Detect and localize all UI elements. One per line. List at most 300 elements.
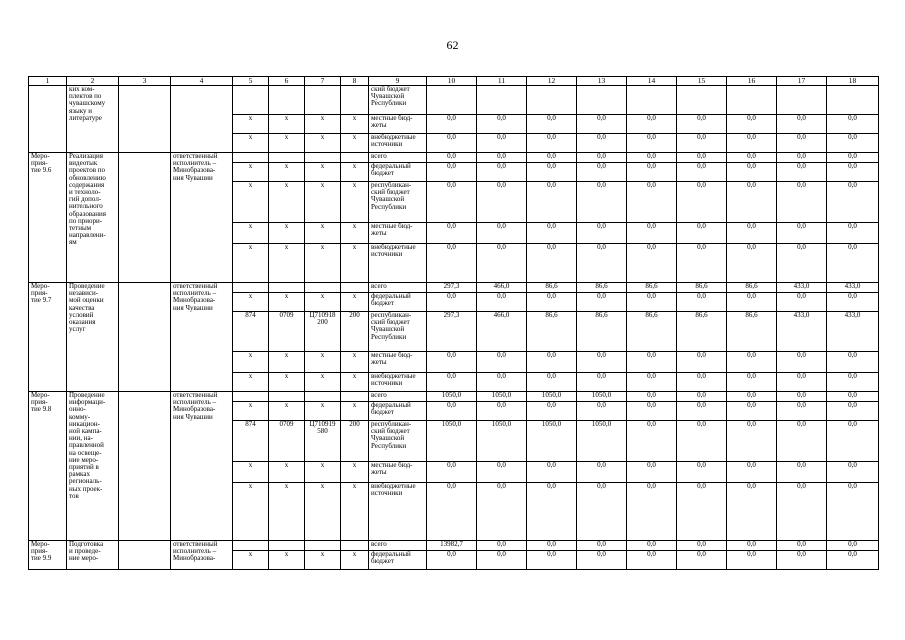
year-amount: 0,0 xyxy=(827,483,879,541)
year-amount: 0,0 xyxy=(477,483,527,541)
year-amount: 86,6 xyxy=(577,283,627,293)
column-number: 6 xyxy=(269,77,305,86)
budget-code: x xyxy=(269,373,305,392)
budget-code xyxy=(269,153,305,163)
funding-source: всего xyxy=(369,541,427,551)
year-amount: 0,0 xyxy=(427,352,477,373)
year-amount: 0,0 xyxy=(427,551,477,570)
budget-code: x xyxy=(233,551,269,570)
year-amount: 0,0 xyxy=(827,402,879,421)
year-amount: 0,0 xyxy=(727,483,777,541)
year-amount: 0,0 xyxy=(777,462,827,483)
year-amount: 1050,0 xyxy=(477,421,527,462)
budget-code: 0709 xyxy=(269,312,305,352)
year-amount: 0,0 xyxy=(427,134,477,153)
year-amount: 0,0 xyxy=(477,373,527,392)
budget-code: x xyxy=(341,223,369,244)
year-amount xyxy=(477,86,527,115)
year-amount: 0,0 xyxy=(827,373,879,392)
year-amount: 0,0 xyxy=(577,541,627,551)
year-amount: 0,0 xyxy=(677,551,727,570)
year-amount: 0,0 xyxy=(677,483,727,541)
year-amount: 86,6 xyxy=(677,283,727,293)
year-amount: 0,0 xyxy=(477,402,527,421)
year-amount: 0,0 xyxy=(577,115,627,134)
year-amount: 0,0 xyxy=(427,483,477,541)
column-number: 12 xyxy=(527,77,577,86)
year-amount: 0,0 xyxy=(577,223,627,244)
funding-source: федеральный бюджет xyxy=(369,551,427,570)
budget-code: x xyxy=(305,223,341,244)
responsible-executor xyxy=(171,86,233,153)
budget-code: x xyxy=(269,402,305,421)
year-amount: 0,0 xyxy=(527,163,577,182)
budget-code: x xyxy=(269,293,305,312)
year-amount: 0,0 xyxy=(427,163,477,182)
column-number: 5 xyxy=(233,77,269,86)
table-row xyxy=(29,283,879,293)
year-amount: 86,6 xyxy=(527,283,577,293)
year-amount: 0,0 xyxy=(827,462,879,483)
budget-code: x xyxy=(305,483,341,541)
responsible-executor: ответственный исполнитель – Минобразова- ния Чувашии xyxy=(171,283,233,392)
budget-code: x xyxy=(233,462,269,483)
year-amount: 86,6 xyxy=(577,312,627,352)
year-amount: 86,6 xyxy=(727,312,777,352)
budget-code: x xyxy=(341,115,369,134)
year-amount: 1050,0 xyxy=(577,392,627,402)
year-amount: 0,0 xyxy=(627,182,677,223)
budget-code: x xyxy=(305,163,341,182)
year-amount: 0,0 xyxy=(677,373,727,392)
table-row xyxy=(29,86,879,115)
year-amount: 0,0 xyxy=(477,182,527,223)
program-link-cell xyxy=(119,153,171,283)
budget-code xyxy=(341,392,369,402)
column-number: 10 xyxy=(427,77,477,86)
year-amount xyxy=(727,86,777,115)
year-amount: 86,6 xyxy=(677,312,727,352)
year-amount: 433,0 xyxy=(827,283,879,293)
year-amount: 0,0 xyxy=(427,462,477,483)
budget-code: x xyxy=(233,402,269,421)
budget-code: x xyxy=(233,244,269,283)
year-amount: 0,0 xyxy=(827,153,879,163)
year-amount: 0,0 xyxy=(727,541,777,551)
budget-code: x xyxy=(305,352,341,373)
year-amount: 433,0 xyxy=(827,312,879,352)
year-amount: 0,0 xyxy=(627,223,677,244)
year-amount: 433,0 xyxy=(777,283,827,293)
budget-code: x xyxy=(233,483,269,541)
year-amount: 0,0 xyxy=(627,551,677,570)
year-amount: 13982,7 xyxy=(427,541,477,551)
program-link-cell xyxy=(119,86,171,153)
table-body xyxy=(29,77,879,570)
year-amount: 0,0 xyxy=(777,293,827,312)
budget-code: x xyxy=(233,134,269,153)
funding-source: местные бюд- жеты xyxy=(369,223,427,244)
year-amount: 0,0 xyxy=(827,134,879,153)
budget-code xyxy=(341,283,369,293)
budget-code: x xyxy=(233,373,269,392)
year-amount: 297,3 xyxy=(427,312,477,352)
budget-code: x xyxy=(305,462,341,483)
year-amount: 86,6 xyxy=(627,312,677,352)
year-amount: 0,0 xyxy=(477,223,527,244)
measure-name: Подготовка и проведе- ние меро- xyxy=(67,541,119,570)
budget-code: 874 xyxy=(233,312,269,352)
year-amount: 0,0 xyxy=(577,163,627,182)
budget-code: x xyxy=(233,115,269,134)
column-number-row xyxy=(29,77,879,86)
year-amount: 0,0 xyxy=(777,223,827,244)
year-amount: 0,0 xyxy=(677,163,727,182)
year-amount xyxy=(527,86,577,115)
year-amount: 0,0 xyxy=(577,483,627,541)
year-amount: 0,0 xyxy=(677,352,727,373)
year-amount: 0,0 xyxy=(727,373,777,392)
budget-code xyxy=(233,283,269,293)
budget-code xyxy=(341,541,369,551)
year-amount: 0,0 xyxy=(577,153,627,163)
year-amount: 0,0 xyxy=(477,293,527,312)
year-amount: 0,0 xyxy=(577,293,627,312)
year-amount: 0,0 xyxy=(777,483,827,541)
year-amount: 0,0 xyxy=(727,392,777,402)
funding-source: местные бюд- жеты xyxy=(369,352,427,373)
year-amount: 466,0 xyxy=(477,283,527,293)
budget-code: x xyxy=(305,134,341,153)
budget-code: x xyxy=(341,293,369,312)
program-link-cell xyxy=(119,283,171,392)
year-amount: 0,0 xyxy=(777,163,827,182)
program-link-cell xyxy=(119,392,171,541)
budget-code: x xyxy=(341,373,369,392)
year-amount: 0,0 xyxy=(627,293,677,312)
year-amount: 0,0 xyxy=(527,223,577,244)
budget-code: x xyxy=(233,223,269,244)
year-amount: 1050,0 xyxy=(427,392,477,402)
year-amount: 0,0 xyxy=(677,402,727,421)
year-amount: 0,0 xyxy=(677,115,727,134)
year-amount: 0,0 xyxy=(677,293,727,312)
year-amount: 0,0 xyxy=(427,244,477,283)
year-amount: 0,0 xyxy=(827,223,879,244)
year-amount xyxy=(777,86,827,115)
year-amount: 0,0 xyxy=(727,402,777,421)
budget-code: x xyxy=(341,462,369,483)
measure-name: Проведение независи- мой оценки качества условий оказания услуг xyxy=(67,283,119,392)
budget-code: x xyxy=(269,163,305,182)
budget-code: x xyxy=(233,163,269,182)
year-amount: 0,0 xyxy=(627,392,677,402)
year-amount: 0,0 xyxy=(527,134,577,153)
column-number: 15 xyxy=(677,77,727,86)
year-amount: 0,0 xyxy=(777,373,827,392)
year-amount: 0,0 xyxy=(827,182,879,223)
budget-code: x xyxy=(269,115,305,134)
year-amount: 0,0 xyxy=(827,392,879,402)
year-amount xyxy=(827,86,879,115)
year-amount: 0,0 xyxy=(827,163,879,182)
year-amount: 0,0 xyxy=(777,244,827,283)
year-amount: 0,0 xyxy=(627,352,677,373)
year-amount: 0,0 xyxy=(777,182,827,223)
responsible-executor: ответственный исполнитель – Минобразова- ния Чувашии xyxy=(171,392,233,541)
funding-source: федеральный бюджет xyxy=(369,293,427,312)
budget-code: Ц710919 580 xyxy=(305,421,341,462)
year-amount: 0,0 xyxy=(727,163,777,182)
year-amount: 0,0 xyxy=(727,134,777,153)
budget-code: x xyxy=(269,134,305,153)
year-amount: 466,0 xyxy=(477,312,527,352)
budget-code xyxy=(233,541,269,551)
year-amount: 0,0 xyxy=(477,115,527,134)
column-number: 9 xyxy=(369,77,427,86)
funding-source: республикан- ский бюджет Чувашской Республики xyxy=(369,421,427,462)
funding-source: федеральный бюджет xyxy=(369,163,427,182)
funding-source: всего xyxy=(369,153,427,163)
budget-code: x xyxy=(305,115,341,134)
year-amount: 0,0 xyxy=(727,153,777,163)
budget-code: x xyxy=(341,551,369,570)
year-amount: 0,0 xyxy=(427,223,477,244)
year-amount: 0,0 xyxy=(727,115,777,134)
budget-code: x xyxy=(269,483,305,541)
year-amount: 0,0 xyxy=(827,421,879,462)
year-amount: 1050,0 xyxy=(527,392,577,402)
budget-code: x xyxy=(305,244,341,283)
budget-code: x xyxy=(341,134,369,153)
year-amount: 0,0 xyxy=(477,134,527,153)
budget-code: x xyxy=(341,163,369,182)
year-amount: 0,0 xyxy=(577,352,627,373)
year-amount: 0,0 xyxy=(477,352,527,373)
funding-source: всего xyxy=(369,392,427,402)
program-link-cell xyxy=(119,541,171,570)
year-amount: 0,0 xyxy=(827,551,879,570)
table-row xyxy=(29,392,879,402)
measure-number: Меро- прия- тие 9.6 xyxy=(29,153,67,283)
column-number: 14 xyxy=(627,77,677,86)
year-amount: 0,0 xyxy=(427,153,477,163)
year-amount: 0,0 xyxy=(577,551,627,570)
year-amount: 86,6 xyxy=(527,312,577,352)
measure-number: Меро- прия- тие 9.7 xyxy=(29,283,67,392)
year-amount: 0,0 xyxy=(827,293,879,312)
column-number: 17 xyxy=(777,77,827,86)
year-amount: 0,0 xyxy=(677,541,727,551)
year-amount: 0,0 xyxy=(577,244,627,283)
year-amount: 0,0 xyxy=(777,352,827,373)
year-amount xyxy=(677,86,727,115)
budget-code: x xyxy=(341,352,369,373)
year-amount: 0,0 xyxy=(527,182,577,223)
year-amount: 0,0 xyxy=(527,483,577,541)
budget-code: x xyxy=(269,551,305,570)
year-amount: 0,0 xyxy=(527,153,577,163)
year-amount: 0,0 xyxy=(677,392,727,402)
year-amount: 297,3 xyxy=(427,283,477,293)
column-number: 7 xyxy=(305,77,341,86)
budget-code: x xyxy=(269,223,305,244)
year-amount: 0,0 xyxy=(577,462,627,483)
funding-source: республикан- ский бюджет Чувашской Республики xyxy=(369,182,427,223)
measure-name: ких ком- плектов по чувашскому языку и литературе xyxy=(67,86,119,153)
year-amount: 0,0 xyxy=(777,551,827,570)
year-amount: 0,0 xyxy=(727,462,777,483)
year-amount: 0,0 xyxy=(427,115,477,134)
funding-source: федеральный бюджет xyxy=(369,402,427,421)
budget-code xyxy=(341,86,369,115)
year-amount: 0,0 xyxy=(727,421,777,462)
budget-code xyxy=(305,392,341,402)
column-number: 1 xyxy=(29,77,67,86)
table-row xyxy=(29,541,879,551)
year-amount: 0,0 xyxy=(677,223,727,244)
year-amount: 0,0 xyxy=(827,115,879,134)
budget-code xyxy=(269,392,305,402)
page-number: 62 xyxy=(446,38,459,52)
column-number: 3 xyxy=(119,77,171,86)
year-amount: 0,0 xyxy=(577,402,627,421)
measure-number xyxy=(29,86,67,153)
budget-code: x xyxy=(341,244,369,283)
budget-code xyxy=(341,153,369,163)
year-amount: 1050,0 xyxy=(577,421,627,462)
year-amount: 0,0 xyxy=(527,551,577,570)
budget-code: Ц710918 200 xyxy=(305,312,341,352)
year-amount xyxy=(427,86,477,115)
year-amount: 0,0 xyxy=(827,352,879,373)
column-number: 8 xyxy=(341,77,369,86)
funding-source: местные бюд- жеты xyxy=(369,115,427,134)
year-amount: 1050,0 xyxy=(427,421,477,462)
funding-source: местные бюд- жеты xyxy=(369,462,427,483)
year-amount: 0,0 xyxy=(777,153,827,163)
funding-source: внебюджетные источники xyxy=(369,483,427,541)
year-amount xyxy=(577,86,627,115)
year-amount: 0,0 xyxy=(427,293,477,312)
year-amount: 0,0 xyxy=(677,421,727,462)
year-amount: 0,0 xyxy=(777,421,827,462)
budget-code: 200 xyxy=(341,421,369,462)
budget-code: 874 xyxy=(233,421,269,462)
year-amount: 0,0 xyxy=(777,134,827,153)
budget-code: x xyxy=(305,402,341,421)
column-number: 18 xyxy=(827,77,879,86)
year-amount: 0,0 xyxy=(477,244,527,283)
funding-source: внебюджетные источники xyxy=(369,134,427,153)
year-amount: 0,0 xyxy=(627,373,677,392)
year-amount: 0,0 xyxy=(477,163,527,182)
year-amount: 1050,0 xyxy=(527,421,577,462)
funding-source: всего xyxy=(369,283,427,293)
budget-code: x xyxy=(269,182,305,223)
budget-code: x xyxy=(233,182,269,223)
budget-code xyxy=(269,86,305,115)
funding-source: внебюджетные источники xyxy=(369,244,427,283)
year-amount: 0,0 xyxy=(477,541,527,551)
year-amount: 0,0 xyxy=(477,462,527,483)
budget-code: 200 xyxy=(341,312,369,352)
year-amount: 0,0 xyxy=(627,541,677,551)
column-number: 16 xyxy=(727,77,777,86)
budget-code xyxy=(269,541,305,551)
budget-code: x xyxy=(269,352,305,373)
year-amount: 0,0 xyxy=(577,373,627,392)
year-amount: 0,0 xyxy=(827,244,879,283)
year-amount: 0,0 xyxy=(777,541,827,551)
budget-code: x xyxy=(341,182,369,223)
year-amount: 0,0 xyxy=(727,182,777,223)
year-amount: 86,6 xyxy=(727,283,777,293)
year-amount: 0,0 xyxy=(427,373,477,392)
column-number: 11 xyxy=(477,77,527,86)
year-amount: 0,0 xyxy=(527,462,577,483)
year-amount: 0,0 xyxy=(627,483,677,541)
budget-code: x xyxy=(269,244,305,283)
measure-number: Меро- прия- тие 9.9 xyxy=(29,541,67,570)
year-amount: 0,0 xyxy=(527,402,577,421)
year-amount: 0,0 xyxy=(677,153,727,163)
year-amount: 0,0 xyxy=(677,134,727,153)
budget-code xyxy=(305,153,341,163)
year-amount: 0,0 xyxy=(777,392,827,402)
year-amount: 0,0 xyxy=(527,115,577,134)
year-amount: 0,0 xyxy=(627,402,677,421)
budget-code xyxy=(269,283,305,293)
year-amount: 0,0 xyxy=(627,462,677,483)
budget-code: x xyxy=(233,352,269,373)
budget-code: x xyxy=(341,483,369,541)
year-amount: 0,0 xyxy=(727,551,777,570)
budget-code: x xyxy=(305,293,341,312)
year-amount: 0,0 xyxy=(777,402,827,421)
measure-name: Проведение информаци- онно- комму- никацион- ной кампа- нии, на- правленной на освеще- ние меро- приятий в рамках региональ- ных проек- тов xyxy=(67,392,119,541)
year-amount: 0,0 xyxy=(477,551,527,570)
measure-name: Реализация видеотык проектов по обновлению содержания и техноло- гий допол- нительного образования по приори- тетным направлени- ям xyxy=(67,153,119,283)
column-number: 4 xyxy=(171,77,233,86)
budget-code: x xyxy=(269,462,305,483)
column-number: 2 xyxy=(67,77,119,86)
year-amount: 0,0 xyxy=(677,244,727,283)
year-amount: 0,0 xyxy=(427,402,477,421)
year-amount: 0,0 xyxy=(727,293,777,312)
budget-code xyxy=(233,153,269,163)
year-amount xyxy=(627,86,677,115)
year-amount: 0,0 xyxy=(527,541,577,551)
year-amount: 0,0 xyxy=(727,223,777,244)
column-number: 13 xyxy=(577,77,627,86)
budget-table xyxy=(28,76,879,570)
year-amount: 0,0 xyxy=(627,134,677,153)
measure-number: Меро- прия- тие 9.8 xyxy=(29,392,67,541)
year-amount: 0,0 xyxy=(627,244,677,283)
responsible-executor: ответственный исполнитель – Минобразова- ния Чувашии xyxy=(171,153,233,283)
budget-code xyxy=(305,283,341,293)
year-amount: 0,0 xyxy=(627,421,677,462)
year-amount: 0,0 xyxy=(527,352,577,373)
budget-code: x xyxy=(341,402,369,421)
year-amount: 433,0 xyxy=(777,312,827,352)
year-amount: 0,0 xyxy=(677,462,727,483)
budget-code: x xyxy=(305,182,341,223)
budget-code xyxy=(305,86,341,115)
year-amount: 1050,0 xyxy=(477,392,527,402)
year-amount: 0,0 xyxy=(727,352,777,373)
